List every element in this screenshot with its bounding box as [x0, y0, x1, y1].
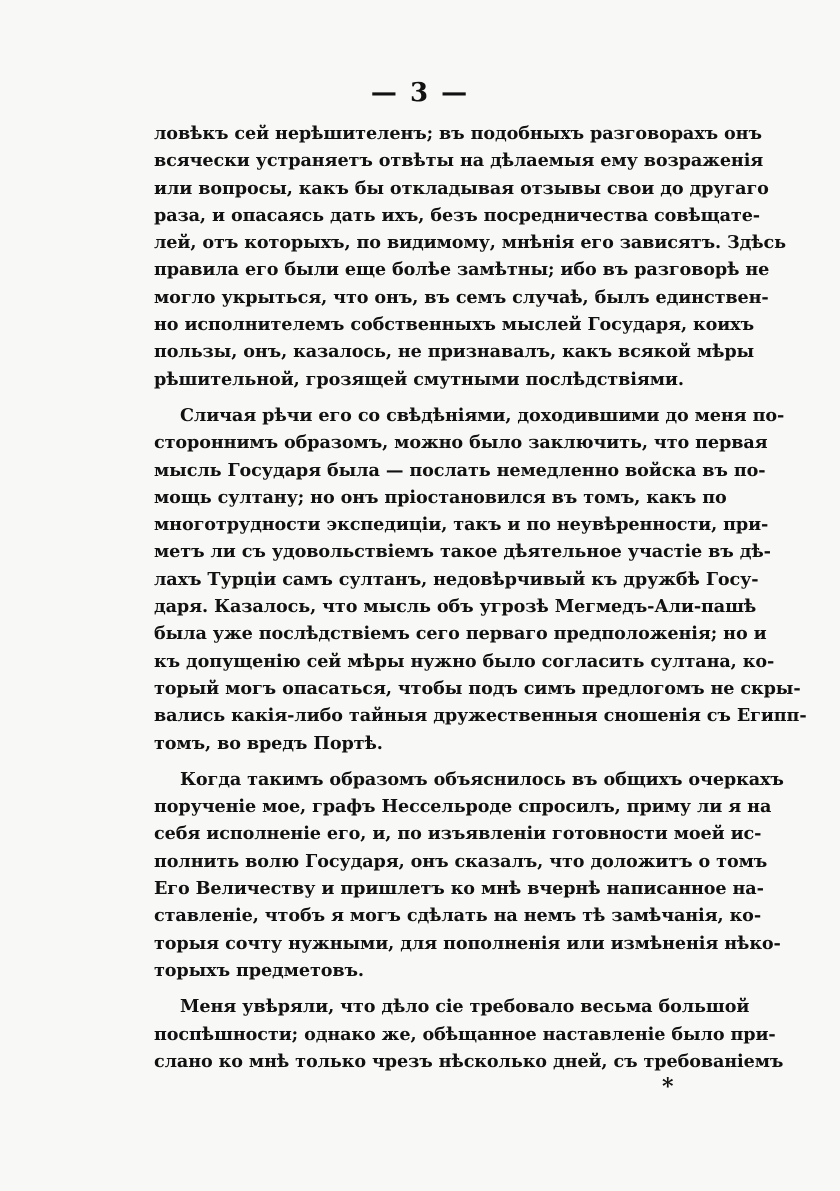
text-line: ставленіе, чтобъ я могъ сдѣлать на немъ тѣ замѣчанія, ко- — [154, 905, 762, 927]
text-line: вались какія-либо тайныя дружественныя сношенія съ Египп- — [154, 705, 807, 727]
text-line: торыхъ предметовъ. — [154, 959, 364, 981]
text-line: Сличая рѣчи его со свѣдѣніями, доходившими до меня по- — [180, 404, 785, 426]
signature-mark: * — [662, 1074, 674, 1100]
text-line: Его Величеству и пришлетъ ко мнѣ вчернѣ написанное на- — [154, 878, 764, 900]
text-line: рѣшительной, грозящей смутными послѣдствіями. — [154, 368, 684, 390]
text-line: лахъ Турціи самъ султанъ, недовѣрчивый къ дружбѣ Госу- — [154, 568, 759, 590]
text-line: къ допущенію сей мѣры нужно было согласить султана, ко- — [154, 650, 775, 672]
text-line: Меня увѣряли, что дѣло сіе требовало весьма большой — [180, 996, 750, 1018]
text-line: могло укрыться, что онъ, въ семъ случаѣ, былъ единствен- — [154, 286, 769, 308]
text-line: пользы, онъ, казалось, не признавалъ, какъ всякой мѣры — [154, 341, 755, 363]
page-number: — 3 — — [370, 78, 470, 108]
text-line: лей, отъ которыхъ, по видимому, мнѣнія его зависятъ. Здѣсь — [154, 232, 786, 254]
text-line: или вопросы, какъ бы откладывая отзывы свои до другаго — [154, 177, 769, 199]
text-line: томъ, во вредъ Портѣ. — [154, 732, 383, 754]
text-line: полнить волю Государя, онъ сказалъ, что доложитъ о томъ — [154, 850, 768, 872]
text-line: Когда такимъ образомъ объяснилось въ общихъ очеркахъ — [180, 768, 784, 790]
text-line: метъ ли съ удовольствіемъ такое дѣятельное участіе въ дѣ- — [154, 541, 771, 563]
text-line: себя исполненіе его, и, по изъявленіи готовности моей ис- — [154, 823, 762, 845]
text-line: мощь султану; но онъ пріостановился въ томъ, какъ по — [154, 486, 727, 508]
text-line: порученіе мое, графъ Нессельроде спросилъ, приму ли я на — [154, 796, 772, 818]
text-line: слано ко мнѣ только чрезъ нѣсколько дней, съ требованіемъ — [154, 1050, 784, 1072]
text-line: всячески устраняетъ отвѣты на дѣлаемыя ему возраженія — [154, 150, 764, 172]
text-line: поспѣшности; однако же, обѣщанное наставленіе было при- — [154, 1023, 776, 1045]
text-line: ловѣкъ сей нерѣшителенъ; въ подобныхъ разговорахъ онъ — [154, 123, 762, 144]
body-text — [154, 120, 807, 1075]
text-line: мысль Государя была — послать немедленно войска въ по- — [154, 459, 766, 481]
text-line: была уже послѣдствіемъ сего перваго предположенія; но и — [154, 623, 767, 645]
text-line: стороннимъ образомъ, можно было заключить, что первая — [154, 432, 768, 454]
text-line: даря. Казалось, что мысль объ угрозѣ Мегмедъ-Али-пашѣ — [154, 596, 757, 618]
text-line: торыя сочту нужными, для пополненія или измѣненія нѣко- — [154, 932, 781, 954]
text-line: многотрудности экспедиціи, такъ и по неувѣренности, при- — [154, 514, 769, 536]
text-line: правила его были еще болѣе замѣтны; ибо въ разговорѣ не — [154, 259, 770, 281]
text-line: но исполнителемъ собственныхъ мыслей Государя, коихъ — [154, 314, 754, 336]
text-line: раза, и опасаясь дать ихъ, безъ посредничества совѣщате- — [154, 204, 760, 226]
text-line: торый могъ опасаться, чтобы подъ симъ предлогомъ не скры- — [154, 677, 801, 699]
